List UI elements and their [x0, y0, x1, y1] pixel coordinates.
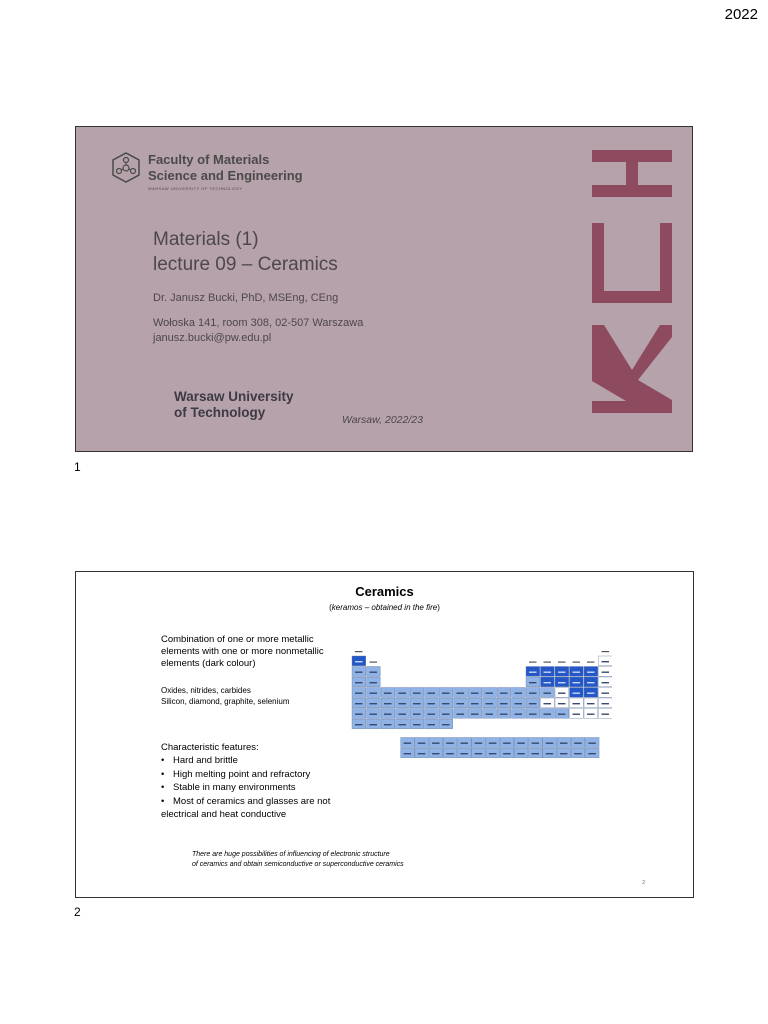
element-symbol-mark: [517, 753, 525, 754]
element-cell: [570, 688, 584, 698]
element-cell: [429, 748, 443, 758]
group-label-mark: [529, 662, 537, 663]
element-symbol-mark: [460, 753, 468, 754]
element-cell: [512, 698, 526, 708]
element-symbol-mark: [529, 672, 537, 673]
element-symbol-mark: [532, 743, 540, 744]
faculty-name-line1: Faculty of Materials: [148, 152, 270, 167]
element-cell: [381, 698, 395, 708]
element-cell: [543, 748, 557, 758]
element-symbol-mark: [413, 703, 421, 704]
element-cell: [352, 709, 366, 719]
element-cell: [472, 738, 486, 748]
element-cell: [367, 688, 381, 698]
element-symbol-mark: [413, 714, 421, 715]
element-cell: [571, 748, 585, 758]
slide2-intro: Combination of one or more metallic elements with one or more nonmetallic elements (dark colour): [161, 634, 324, 669]
element-symbol-mark: [544, 693, 552, 694]
group-label-mark: [558, 662, 566, 663]
element-symbol-mark: [399, 703, 407, 704]
element-symbol-mark: [588, 743, 596, 744]
element-cell: [584, 688, 598, 698]
element-symbol-mark: [428, 714, 436, 715]
element-cell: [555, 698, 569, 708]
group-label-mark: [602, 651, 610, 652]
element-symbol-mark: [587, 672, 595, 673]
element-cell: [557, 738, 571, 748]
element-symbol-mark: [573, 714, 581, 715]
element-symbol-mark: [500, 693, 508, 694]
element-cell: [526, 667, 540, 677]
element-symbol-mark: [558, 703, 566, 704]
element-symbol-mark: [475, 743, 483, 744]
element-symbol-mark: [446, 743, 454, 744]
element-cell: [541, 709, 555, 719]
element-cell: [483, 688, 497, 698]
group-label-mark: [573, 662, 581, 663]
element-symbol-mark: [384, 703, 392, 704]
group-label-mark: [355, 651, 363, 652]
element-cell: [415, 738, 429, 748]
element-symbol-mark: [418, 753, 426, 754]
slide-1: [75, 126, 693, 452]
element-cell: [425, 698, 439, 708]
element-symbol-mark: [370, 703, 378, 704]
element-cell: [526, 677, 540, 687]
element-cell: [541, 698, 555, 708]
element-cell: [352, 656, 366, 666]
element-cell: [396, 719, 410, 729]
element-symbol-mark: [370, 672, 378, 673]
element-cell: [443, 748, 457, 758]
element-cell: [486, 748, 500, 758]
list-item: • High melting point and refractory: [161, 768, 330, 782]
element-symbol-mark: [486, 693, 494, 694]
element-cell: [439, 709, 453, 719]
element-symbol-mark: [546, 753, 554, 754]
address-line: Wołoska 141, room 308, 02-507 Warszawa: [153, 317, 364, 329]
element-cell: [599, 698, 613, 708]
element-symbol-mark: [558, 693, 566, 694]
element-cell: [457, 738, 471, 748]
element-cell: [367, 709, 381, 719]
element-symbol-mark: [457, 703, 465, 704]
element-cell: [529, 748, 543, 758]
element-cell: [454, 709, 468, 719]
element-symbol-mark: [602, 714, 610, 715]
element-cell: [497, 688, 511, 698]
element-cell: [396, 688, 410, 698]
element-symbol-mark: [544, 703, 552, 704]
element-symbol-mark: [558, 682, 566, 683]
element-cell: [415, 748, 429, 758]
element-cell: [483, 709, 497, 719]
element-symbol-mark: [418, 743, 426, 744]
element-cell: [541, 677, 555, 687]
element-symbol-mark: [355, 693, 363, 694]
element-cell: [468, 698, 482, 708]
element-cell: [555, 688, 569, 698]
element-symbol-mark: [529, 693, 537, 694]
element-cell: [367, 677, 381, 687]
element-symbol-mark: [503, 743, 511, 744]
element-symbol-mark: [355, 661, 363, 662]
element-cell: [429, 738, 443, 748]
slide1-title-line2: lecture 09 – Ceramics: [153, 254, 338, 275]
element-cell: [570, 677, 584, 687]
element-cell: [555, 677, 569, 687]
element-cell: [367, 719, 381, 729]
element-cell: [599, 656, 613, 666]
university-name-line1: Warsaw University: [174, 389, 294, 404]
element-symbol-mark: [442, 693, 450, 694]
element-symbol-mark: [500, 703, 508, 704]
element-symbol-mark: [529, 682, 537, 683]
element-cell: [396, 709, 410, 719]
element-symbol-mark: [587, 714, 595, 715]
element-cell: [352, 719, 366, 729]
slide-2-number: 2: [74, 905, 81, 919]
slide2-page-number: 2: [642, 880, 645, 886]
element-symbol-mark: [442, 724, 450, 725]
element-symbol-mark: [560, 743, 568, 744]
slide2-subtitle-text: keramos – obtained in the fire: [331, 603, 438, 612]
element-cell: [381, 719, 395, 729]
element-symbol-mark: [602, 661, 610, 662]
element-cell: [472, 748, 486, 758]
slide2-examples-line2: Silicon, diamond, graphite, selenium: [161, 697, 290, 706]
slide-2: [75, 571, 694, 898]
element-cell: [584, 698, 598, 708]
features-continuation: electrical and heat conductive: [161, 809, 287, 820]
element-cell: [443, 738, 457, 748]
element-cell: [439, 719, 453, 729]
element-symbol-mark: [471, 714, 479, 715]
element-symbol-mark: [355, 714, 363, 715]
element-symbol-mark: [384, 693, 392, 694]
element-cell: [352, 698, 366, 708]
element-symbol-mark: [560, 753, 568, 754]
list-item: • Most of ceramics and glasses are not: [161, 795, 330, 809]
element-cell: [543, 738, 557, 748]
element-cell: [584, 677, 598, 687]
element-symbol-mark: [546, 743, 554, 744]
element-cell: [425, 719, 439, 729]
element-symbol-mark: [544, 672, 552, 673]
element-cell: [541, 667, 555, 677]
element-symbol-mark: [428, 693, 436, 694]
city-year: Warsaw, 2022/23: [342, 414, 423, 426]
element-cell: [500, 748, 514, 758]
note-line1: There are huge possibilities of influencing of electronic structure: [192, 851, 390, 858]
list-item: • Hard and brittle: [161, 754, 330, 768]
element-symbol-mark: [446, 753, 454, 754]
element-cell: [410, 698, 424, 708]
element-symbol-mark: [370, 682, 378, 683]
element-cell: [352, 667, 366, 677]
element-cell: [599, 667, 613, 677]
element-cell: [401, 748, 415, 758]
element-cell: [526, 698, 540, 708]
element-cell: [585, 748, 599, 758]
group-label-mark: [370, 662, 378, 663]
element-symbol-mark: [602, 693, 610, 694]
element-cell: [541, 688, 555, 698]
element-cell: [486, 738, 500, 748]
element-symbol-mark: [503, 753, 511, 754]
element-cell: [570, 667, 584, 677]
group-label-mark: [544, 662, 552, 663]
element-symbol-mark: [442, 703, 450, 704]
element-symbol-mark: [355, 682, 363, 683]
slide2-title: Ceramics: [355, 584, 414, 599]
element-symbol-mark: [486, 714, 494, 715]
element-symbol-mark: [399, 724, 407, 725]
features-heading: Characteristic features:: [161, 742, 259, 753]
element-cell: [584, 667, 598, 677]
slide-1-number: 1: [74, 460, 81, 474]
element-cell: [381, 688, 395, 698]
element-cell: [468, 709, 482, 719]
element-cell: [557, 748, 571, 758]
wut-logo-icon: [586, 145, 678, 420]
element-symbol-mark: [355, 672, 363, 673]
element-cell: [454, 698, 468, 708]
element-cell: [367, 667, 381, 677]
element-symbol-mark: [413, 724, 421, 725]
element-symbol-mark: [428, 703, 436, 704]
element-symbol-mark: [413, 693, 421, 694]
element-symbol-mark: [587, 693, 595, 694]
element-cell: [425, 688, 439, 698]
element-cell: [529, 738, 543, 748]
element-cell: [585, 738, 599, 748]
element-symbol-mark: [399, 714, 407, 715]
element-symbol-mark: [384, 724, 392, 725]
element-symbol-mark: [442, 714, 450, 715]
element-symbol-mark: [587, 682, 595, 683]
element-symbol-mark: [432, 743, 440, 744]
element-cell: [425, 709, 439, 719]
element-symbol-mark: [574, 743, 582, 744]
element-symbol-mark: [489, 743, 497, 744]
element-cell: [526, 688, 540, 698]
element-symbol-mark: [532, 753, 540, 754]
element-symbol-mark: [587, 703, 595, 704]
element-cell: [512, 709, 526, 719]
element-symbol-mark: [515, 714, 523, 715]
element-symbol-mark: [428, 724, 436, 725]
element-symbol-mark: [355, 703, 363, 704]
element-cell: [526, 709, 540, 719]
page-year: 2022: [724, 6, 758, 23]
list-item: • Stable in many environments: [161, 781, 330, 795]
element-symbol-mark: [404, 743, 412, 744]
element-symbol-mark: [404, 753, 412, 754]
element-cell: [483, 698, 497, 708]
element-symbol-mark: [573, 672, 581, 673]
element-symbol-mark: [471, 693, 479, 694]
email-line: janusz.bucki@pw.edu.pl: [153, 332, 272, 344]
element-cell: [439, 698, 453, 708]
element-cell: [410, 719, 424, 729]
group-label-mark: [587, 662, 595, 663]
element-symbol-mark: [370, 714, 378, 715]
element-symbol-mark: [602, 672, 610, 673]
element-symbol-mark: [399, 693, 407, 694]
slide1-title-line1: Materials (1): [153, 229, 259, 250]
element-cell: [401, 738, 415, 748]
element-symbol-mark: [602, 703, 610, 704]
element-symbol-mark: [573, 703, 581, 704]
element-symbol-mark: [384, 714, 392, 715]
element-symbol-mark: [460, 743, 468, 744]
element-cell: [512, 688, 526, 698]
element-cell: [584, 709, 598, 719]
note-line2: of ceramics and obtain semiconductive or superconductive ceramics: [192, 861, 404, 868]
element-cell: [571, 738, 585, 748]
element-cell: [514, 748, 528, 758]
element-cell: [381, 709, 395, 719]
features-list: [161, 754, 330, 808]
element-cell: [410, 688, 424, 698]
element-cell: [410, 709, 424, 719]
element-cell: [599, 677, 613, 687]
element-cell: [352, 688, 366, 698]
element-cell: [570, 709, 584, 719]
element-cell: [599, 709, 613, 719]
periodic-table-image: [350, 642, 612, 820]
element-symbol-mark: [574, 753, 582, 754]
element-symbol-mark: [529, 703, 537, 704]
element-cell: [468, 688, 482, 698]
element-symbol-mark: [573, 693, 581, 694]
element-cell: [497, 698, 511, 708]
element-symbol-mark: [486, 703, 494, 704]
faculty-subtitle: WARSAW UNIVERSITY OF TECHNOLOGY: [148, 186, 243, 191]
faculty-name-line2: Science and Engineering: [148, 168, 303, 183]
element-cell: [514, 738, 528, 748]
element-cell: [500, 738, 514, 748]
slide2-examples-line1: Oxides, nitrides, carbides: [161, 686, 251, 695]
element-symbol-mark: [370, 693, 378, 694]
university-name-line2: of Technology: [174, 405, 266, 420]
element-symbol-mark: [573, 682, 581, 683]
element-symbol-mark: [432, 753, 440, 754]
element-symbol-mark: [529, 714, 537, 715]
element-symbol-mark: [517, 743, 525, 744]
author-line: Dr. Janusz Bucki, PhD, MSEng, CEng: [153, 292, 339, 304]
element-symbol-mark: [544, 682, 552, 683]
element-cell: [367, 698, 381, 708]
element-symbol-mark: [500, 714, 508, 715]
element-symbol-mark: [475, 753, 483, 754]
element-symbol-mark: [544, 714, 552, 715]
element-cell: [457, 748, 471, 758]
element-symbol-mark: [588, 753, 596, 754]
element-cell: [497, 709, 511, 719]
element-symbol-mark: [515, 703, 523, 704]
element-cell: [555, 667, 569, 677]
element-cell: [396, 698, 410, 708]
element-symbol-mark: [370, 724, 378, 725]
element-cell: [439, 688, 453, 698]
element-symbol-mark: [471, 703, 479, 704]
element-symbol-mark: [515, 693, 523, 694]
element-symbol-mark: [489, 753, 497, 754]
element-symbol-mark: [355, 724, 363, 725]
element-cell: [454, 688, 468, 698]
element-symbol-mark: [602, 682, 610, 683]
element-symbol-mark: [457, 714, 465, 715]
element-cell: [570, 698, 584, 708]
element-symbol-mark: [558, 714, 566, 715]
slide2-subtitle: (keramos – obtained in the fire): [329, 603, 440, 612]
element-cell: [599, 688, 613, 698]
faculty-logo-icon: [110, 151, 142, 185]
element-symbol-mark: [558, 672, 566, 673]
element-cell: [555, 709, 569, 719]
element-symbol-mark: [457, 693, 465, 694]
element-cell: [352, 677, 366, 687]
